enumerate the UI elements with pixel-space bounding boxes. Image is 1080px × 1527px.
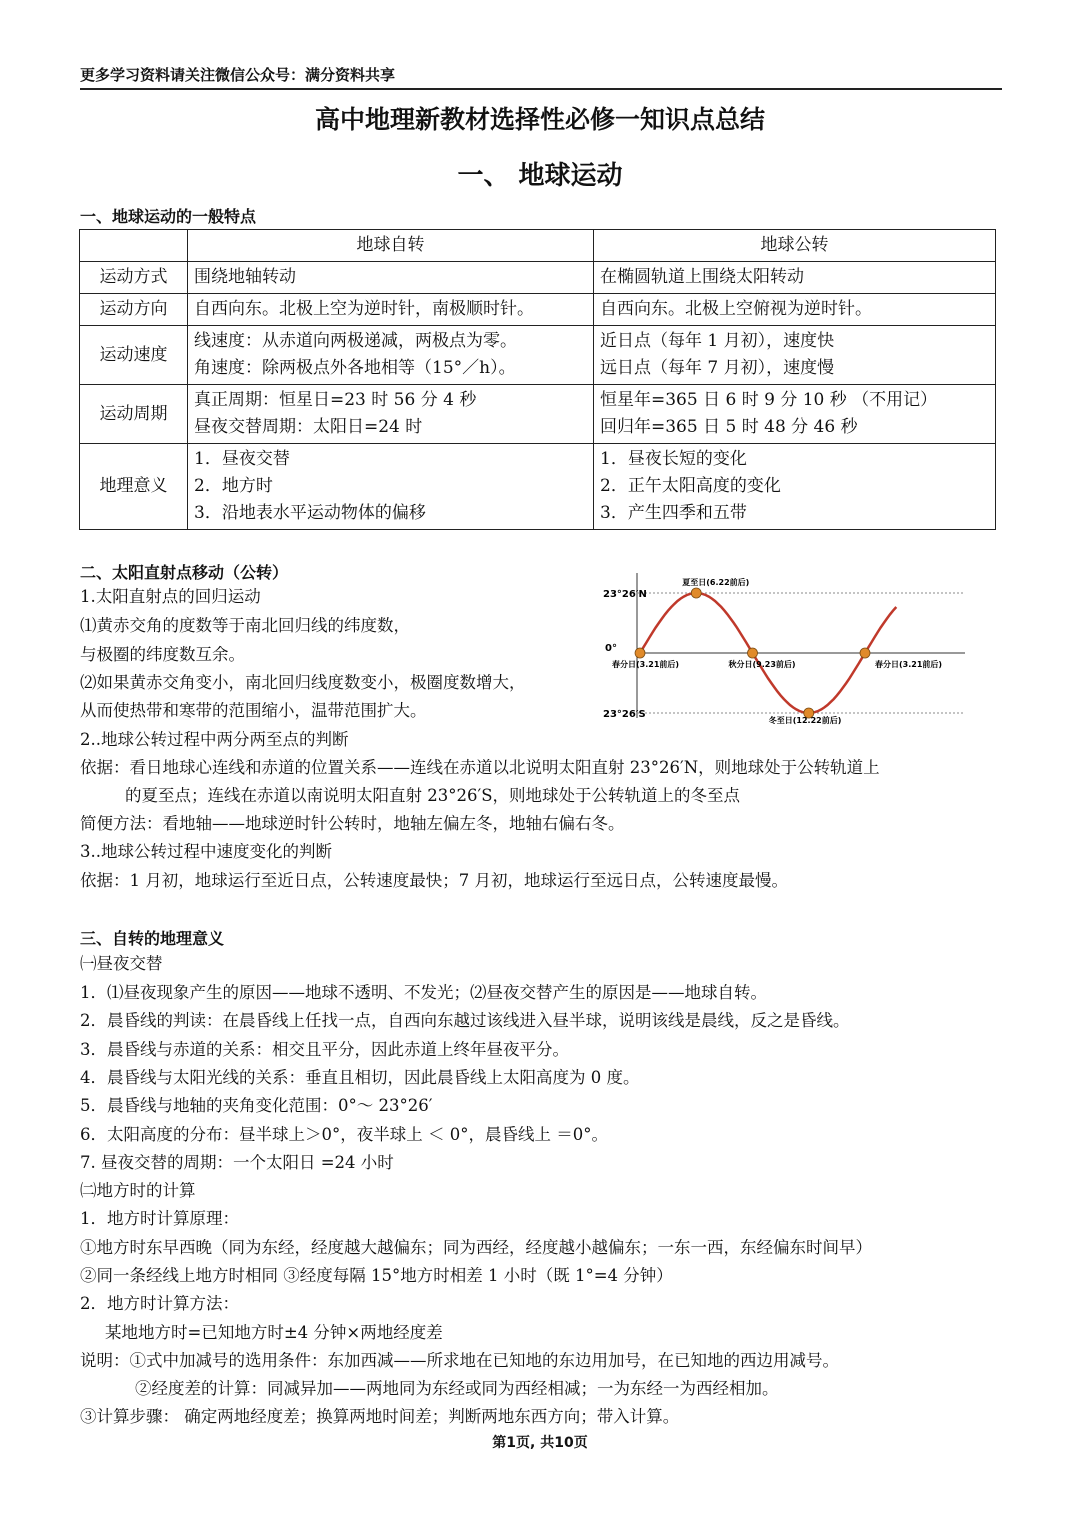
rotation-cell [188, 326, 594, 385]
text-line: 某地地方时=已知地方时±4 分钟×两地经度差 [105, 1323, 443, 1342]
text-line: 依据：1 月初，地球运行至近日点，公转速度最快；7 月初，地球运行至远日点，公转速度最慢。 [80, 871, 788, 890]
subsolar-point-chart [595, 568, 995, 728]
row-label: 运动方式 [80, 262, 188, 294]
cell-line: 围绕地轴转动 [194, 267, 296, 287]
revolution-cell [594, 444, 996, 530]
text-line: 3..地球公转过程中速度变化的判断 [80, 842, 332, 861]
table-corner-cell [80, 230, 188, 262]
cell-line: 1．昼夜长短的变化 [600, 449, 747, 469]
cell-line: 在椭圆轨道上围绕太阳转动 [600, 267, 804, 287]
text-line: 1．地方时计算原理： [80, 1209, 239, 1228]
row-label: 运动周期 [80, 385, 188, 444]
cell-line: 近日点（每年 1 月初），速度快 [600, 331, 835, 351]
column-header-revolution: 地球公转 [594, 230, 996, 262]
cell-line: 线速度：从赤道向两极递减，两极点为零。 [194, 331, 517, 351]
cell-line: 2．地方时 [194, 476, 273, 496]
text-line: 3．晨昏线与赤道的关系：相交且平分，因此赤道上终年昼夜平分。 [80, 1040, 569, 1059]
page-footer: 第1页, 共10页 [492, 1435, 588, 1451]
row-label: 运动方向 [80, 294, 188, 326]
text-line: 依据：看日地球心连线和赤道的位置关系——连线在赤道以北说明太阳直射 23°26′N，则地球处于公转轨道上 [80, 758, 880, 777]
section-3-heading: 三、自转的地理意义 [80, 929, 225, 948]
text-line: 1.太阳直射点的回归运动 [80, 587, 261, 606]
cell-line: 3．产生四季和五带 [600, 503, 747, 523]
cell-line: 自西向东。北极上空为逆时针，南极顺时针。 [194, 299, 534, 319]
section-2-heading: 二、太阳直射点移动（公转） [80, 563, 289, 582]
table-row [80, 444, 996, 530]
chapter-title: 一、 地球运动 [457, 161, 623, 191]
solstice-equinox-point [748, 648, 758, 658]
point-label: 春分日(3.21前后) [612, 660, 680, 669]
text-line: 2..地球公转过程中两分两至点的判断 [80, 730, 349, 749]
cell-line: 2．正午太阳高度的变化 [600, 476, 781, 496]
ytick-label-south: 23°26′S [603, 709, 646, 720]
rotation-cell [188, 444, 594, 530]
section-1-heading: 一、地球运动的一般特点 [80, 207, 257, 226]
cell-line: 1．昼夜交替 [194, 449, 290, 469]
solstice-equinox-point [860, 648, 870, 658]
table-row [80, 385, 996, 444]
point-label: 冬至日(12.22前后) [768, 716, 842, 725]
row-label: 运动速度 [80, 326, 188, 385]
text-line: 2．地方时计算方法： [80, 1294, 239, 1313]
text-line: 1．⑴昼夜现象产生的原因——地球不透明、不发光；⑵昼夜交替产生的原因是——地球自转。 [80, 983, 767, 1002]
text-line: ②经度差的计算：同减异加——两地同为东经或同为西经相减；一为东经一为西经相加。 [135, 1379, 779, 1398]
cell-line: 恒星年=365 日 6 时 9 分 10 秒 （不用记） [600, 390, 938, 410]
ytick-label-north: 23°26′N [603, 589, 647, 600]
rotation-cell [188, 294, 594, 326]
page-header: 更多学习资料请关注微信公众号：满分资料共享 [80, 64, 1002, 90]
rotation-cell [188, 385, 594, 444]
text-line: 从而使热带和寒带的范围缩小，温带范围扩大。 [80, 701, 427, 720]
revolution-cell [594, 294, 996, 326]
cell-line: 自西向东。北极上空俯视为逆时针。 [600, 299, 872, 319]
text-line: 说明：①式中加减号的选用条件：东加西减——所求地在已知地的东边用加号，在已知地的西边用减号。 [80, 1351, 839, 1370]
text-line: 5．晨昏线与地轴的夹角变化范围：0°～ 23°26′ [80, 1096, 433, 1115]
ytick-label-equator: 0° [605, 643, 617, 654]
cell-line: 昼夜交替周期：太阳日=24 时 [194, 417, 423, 437]
cell-line: 真正周期：恒星日=23 时 56 分 4 秒 [194, 390, 477, 410]
cell-line: 回归年=365 日 5 时 48 分 46 秒 [600, 417, 858, 437]
text-line: ③计算步骤： 确定两地经度差；换算两地时间差；判断两地东西方向；带入计算。 [80, 1407, 680, 1426]
cell-line: 角速度：除两极点外各地相等（15°／h）。 [194, 358, 516, 378]
text-line: ⑵如果黄赤交角变小，南北回归线度数变小，极圈度数增大， [80, 673, 526, 692]
column-header-rotation: 地球自转 [188, 230, 594, 262]
revolution-cell [594, 385, 996, 444]
revolution-cell [594, 262, 996, 294]
text-line: 简便方法：看地轴——地球逆时针公转时，地轴左偏左冬，地轴右偏右冬。 [80, 814, 625, 833]
text-line: 7. 昼夜交替的周期：一个太阳日 =24 小时 [80, 1153, 394, 1172]
text-line: 2．晨昏线的判读：在晨昏线上任找一点，自西向东越过该线进入昼半球，说明该线是晨线，反之是昏线。 [80, 1011, 850, 1030]
solstice-equinox-point [691, 588, 701, 598]
text-line: ①地方时东早西晚（同为东经，经度越大越偏东；同为西经，经度越小越偏东；一东一西，东经偏东时间早） [80, 1238, 872, 1257]
document-title: 高中地理新教材选择性必修一知识点总结 [314, 105, 765, 134]
text-line: 6．太阳高度的分布：昼半球上＞0°，夜半球上 ＜ 0°，晨昏线上 ＝0°。 [80, 1125, 608, 1144]
text-line: 与极圈的纬度数互余。 [80, 645, 245, 664]
cell-line: 远日点（每年 7 月初），速度慢 [600, 358, 835, 378]
text-line: ㈠昼夜交替 [80, 954, 163, 973]
revolution-cell [594, 326, 996, 385]
point-label: 春分日(3.21前后) [875, 660, 943, 669]
text-line: ⑴黄赤交角的度数等于南北回归线的纬度数， [80, 616, 410, 635]
table-row [80, 262, 996, 294]
table-header-row [80, 230, 996, 262]
rotation-cell [188, 262, 594, 294]
row-label: 地理意义 [80, 444, 188, 530]
point-label: 秋分日(9.23前后) [728, 660, 796, 669]
text-line: 的夏至点；连线在赤道以南说明太阳直射 23°26′S，则地球处于公转轨道上的冬至点 [125, 786, 741, 805]
text-line: ②同一条经线上地方时相同 ③经度每隔 15°地方时相差 1 小时（既 1°=4 分钟） [80, 1266, 673, 1285]
table-row [80, 326, 996, 385]
text-line: 4．晨昏线与太阳光线的关系：垂直且相切，因此晨昏线上太阳高度为 0 度。 [80, 1068, 640, 1087]
point-label: 夏至日(6.22前后) [682, 578, 750, 587]
table-row [80, 294, 996, 326]
motion-table [79, 229, 996, 530]
cell-line: 3．沿地表水平运动物体的偏移 [194, 503, 426, 523]
solstice-equinox-point [635, 648, 645, 658]
text-line: ㈡地方时的计算 [80, 1181, 196, 1200]
